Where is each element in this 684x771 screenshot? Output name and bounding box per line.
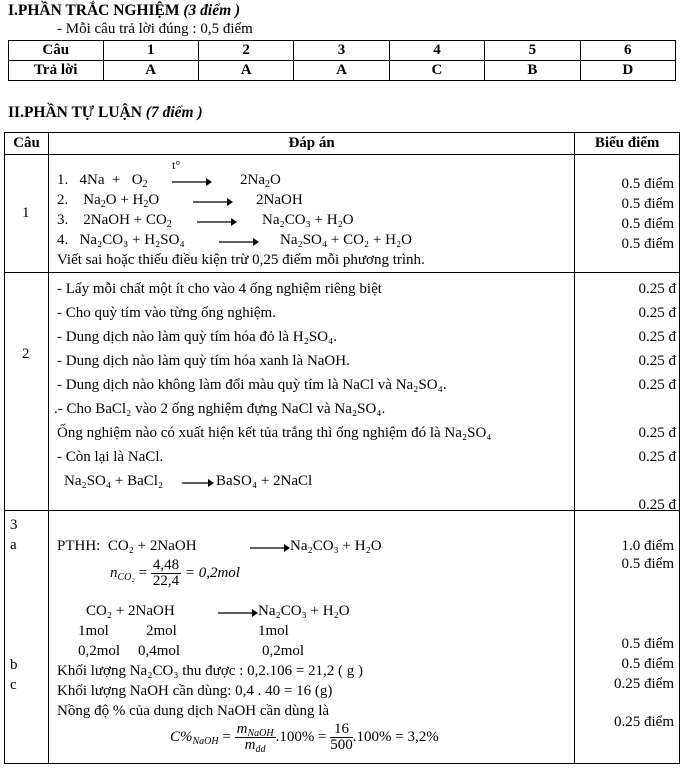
mass-num-sub: NaOH [247, 728, 274, 739]
c-result: .100% = 3,2% [352, 728, 439, 745]
q2-score: 0.25 đ [638, 281, 676, 297]
row-label-answer: Trả lời [9, 61, 104, 81]
q1-eq1: 1. $4Na + O_2$ [57, 172, 148, 190]
q1-eq4-product: Na₂SO₄ + CO₂ + H₂O [280, 232, 413, 248]
q3-pthh [57, 538, 197, 555]
q2-line: - Lấy mỗi chất một ít cho vào 4 ống nghiệm riêng biệt [57, 281, 382, 297]
mol-value: 0,2mol [78, 643, 121, 659]
q2-line: - Còn lại là NaCl. [57, 449, 164, 465]
header-answer: Đáp án [48, 133, 574, 155]
question-number: 2 [198, 41, 293, 61]
mol-value: 0,4mol [138, 643, 181, 659]
q1-number: 1 [22, 205, 30, 221]
answer-cell: B [485, 61, 580, 81]
q3-part-a: a [10, 537, 17, 553]
q2-score: 0.25 đ [638, 353, 676, 369]
arrow-icon [197, 217, 237, 227]
mol-ratio: 2mol [146, 623, 177, 639]
q1-score: 0.5 điểm [621, 236, 674, 252]
header-question: Câu [5, 133, 49, 155]
mole-numerator: 4,48 [152, 557, 180, 573]
answer-row [9, 61, 676, 81]
arrow-icon [250, 543, 290, 553]
mass-den-sub: dd [255, 744, 266, 755]
question-number: 1 [103, 41, 198, 61]
arrow-icon [193, 197, 233, 207]
header-score: Biểu điểm [575, 133, 680, 155]
part1-score: (3 điểm ) [183, 2, 241, 19]
mole-denominator: 22,4 [152, 573, 180, 589]
pthh-reactants: CO₂ + 2NaOH [107, 538, 197, 554]
q3-score: 0.5 điểm [621, 636, 674, 652]
arrow-icon [219, 237, 259, 247]
answer-cell: D [580, 61, 675, 81]
q1-eq3-product: Na₂CO₃ + H₂O [262, 212, 354, 228]
q3-eq-products: Na₂CO₃ + H₂O [258, 603, 350, 619]
answer-cell: A [103, 61, 198, 81]
q1-eq4-reactants: Na₂CO₃ + H₂SO₄ [79, 232, 185, 248]
q1-score: 0.5 điểm [621, 196, 674, 212]
q3-part-c: c [10, 677, 17, 693]
part2-title [8, 104, 203, 122]
q3-number: 3 [10, 517, 18, 533]
mol-value: 0,2mol [262, 643, 305, 659]
c-mid: .100% = [275, 728, 327, 745]
q2-line: - Dung dịch nào làm quỳ tím hóa đỏ là H₂SO₄. [57, 329, 338, 345]
part1-title-text: I.PHẦN TRẮC NGHIỆM [8, 2, 180, 19]
concentration-text: Nồng độ % của dung dịch NaOH cần dùng là [57, 703, 330, 719]
q2-score: 0.25 đ [638, 329, 676, 345]
q2-score: 0.25 đ [638, 425, 676, 441]
mass-naoh: Khối lượng NaOH cần dùng: 0,4 . 40 = 16 (g) [57, 683, 333, 699]
mass-den-symbol: m [244, 737, 256, 753]
q2-line: - Cho quỳ tím vào từng ống nghiệm. [57, 305, 276, 321]
q3-score: 0.25 điểm [614, 714, 674, 730]
answer-cell: C [389, 61, 484, 81]
mass-na2co3: Khối lượng Na₂CO₃ thu được : 0,2.106 = 21,2 ( g ) [57, 663, 364, 679]
question-number: 4 [389, 41, 484, 61]
value-fraction [330, 722, 353, 753]
answer-cell: A [294, 61, 389, 81]
mole-formula: $n_{CO_2}$ = $\frac{4,48}{22,4}$ = 0,2mol [110, 557, 240, 589]
value-denominator: 500 [330, 737, 353, 753]
mass-numerator [235, 722, 276, 738]
mole-subscript: CO₂ [117, 571, 135, 583]
header-row [5, 133, 680, 155]
arrow-icon [218, 608, 258, 618]
q3-eq-reactants: CO₂ + 2NaOH [86, 603, 175, 619]
value-numerator: 16 [330, 722, 353, 738]
part2-title-text: II.PHẦN TỰ LUẬN [8, 104, 142, 121]
question-number: 3 [294, 41, 389, 61]
mass-denominator [235, 738, 276, 753]
arrow-icon [182, 478, 214, 488]
concentration-formula: $C\%_{NaOH}$ = $\frac{m_{NaOH}}{m_{dd}}$ .100% = $\frac{16}{500}$ .100% = 3,2% [170, 721, 439, 755]
q3-part-b: b [10, 657, 18, 673]
arrow-icon [172, 177, 212, 187]
c-label: C% [170, 728, 193, 745]
q2-score: 0.25 đ [638, 449, 676, 465]
q1-eq2: 2. $Na_2O + H_2O$ [57, 192, 160, 210]
part1-note: - Mỗi câu trả lời đúng : 0,5 điểm [57, 21, 253, 37]
mass-num-symbol: m [236, 721, 248, 737]
q2-line: - Dung dịch nào không làm đổi màu quỳ tím là NaCl và Na₂SO₄. [57, 377, 447, 393]
q1-score: 0.5 điểm [621, 216, 674, 232]
q1-eq3: 3. 2NaOH + $CO_2$ [57, 212, 172, 230]
mole-symbol: n [110, 564, 118, 581]
row-label-question: Câu [9, 41, 104, 61]
q2-number-cell [5, 273, 49, 511]
q1-eq4: 4. Na₂CO₃ + H₂SO₄ [57, 232, 185, 248]
c-subscript: NaOH [192, 735, 219, 747]
part2-score: (7 điểm ) [145, 104, 203, 121]
mole-fraction [151, 558, 181, 589]
q2-equation-products: BaSO₄ + 2NaCl [216, 473, 313, 489]
q3-score: 0.5 điểm [621, 556, 674, 572]
reaction-condition: t° [172, 158, 181, 172]
part1-title [8, 2, 240, 20]
mol-ratio: 1mol [78, 623, 109, 639]
question-number: 6 [580, 41, 675, 61]
answer-cell: A [198, 61, 293, 81]
q2-number: 2 [22, 346, 30, 362]
q3-score: 0.5 điểm [621, 656, 674, 672]
q3-score: 0.25 điểm [614, 676, 674, 692]
q2-line: Ống nghiệm nào có xuất hiện kết tủa trắng thì ống nghiệm đó là Na₂SO₄ [57, 425, 492, 441]
pthh-label: PTHH: [57, 538, 101, 554]
q2-line: - Dung dịch nào làm quỳ tím hóa xanh là NaOH. [57, 353, 350, 369]
answer-key-table [8, 40, 676, 81]
question-number: 5 [485, 41, 580, 61]
q2-line: .- Cho BaCl₂ vào 2 ống nghiệm đựng NaCl và Na₂SO₄. [54, 401, 386, 417]
q1-score: 0.5 điểm [621, 176, 674, 192]
q2-score: 0.25 đ [638, 305, 676, 321]
mol-ratio: 1mol [258, 623, 289, 639]
q2-score: 0.25 đ [638, 377, 676, 393]
q3-score: 1.0 điểm [621, 538, 674, 554]
q1-score-cell [575, 155, 680, 273]
q2-equation-reactants: Na₂SO₄ + BaCl₂ [64, 473, 164, 489]
q1-note: Viết sai hoặc thiếu điều kiện trừ 0,25 điểm mỗi phương trình. [57, 252, 425, 268]
q2-score: 0.25 đ [638, 497, 676, 513]
mole-result: = 0,2mol [184, 564, 240, 581]
q1-eq2-product: 2NaOH [256, 192, 303, 208]
question-row [9, 41, 676, 61]
q1-eq1-product: $2Na_2O$ [240, 172, 281, 190]
pthh-products: Na₂CO₃ + H₂O [290, 538, 382, 554]
mass-fraction [235, 722, 276, 753]
